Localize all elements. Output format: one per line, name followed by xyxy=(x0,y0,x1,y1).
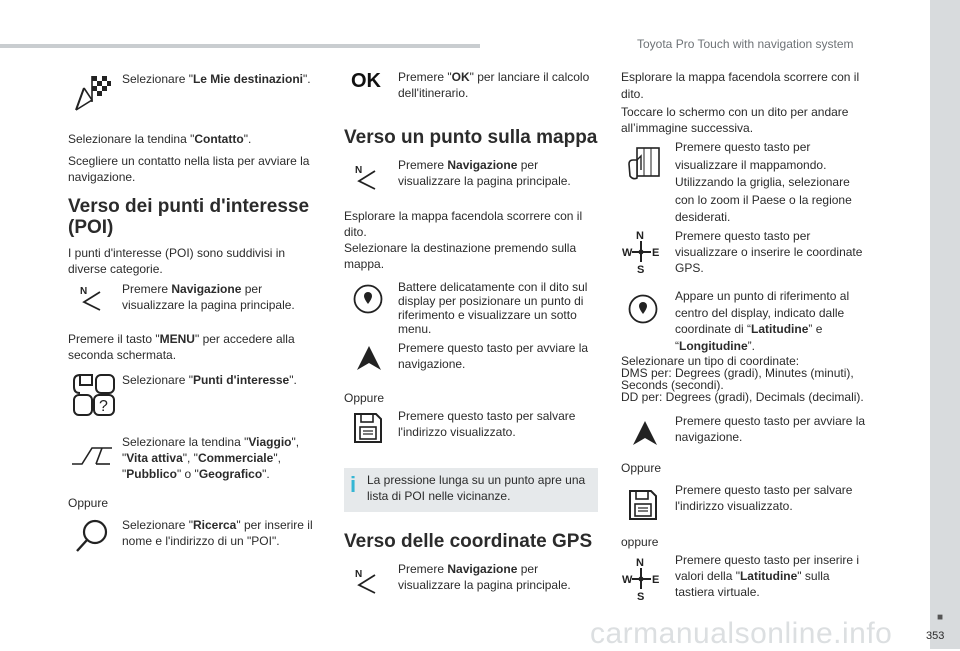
tab-category-icon xyxy=(70,444,114,468)
header-rule xyxy=(0,44,480,48)
oppure-label: Oppure xyxy=(68,496,109,510)
navigazione-text-3: Premere Navigazione per visualizzare la pagina principale. xyxy=(398,562,571,592)
navigation-icon-3 xyxy=(355,567,379,595)
svg-text:W: W xyxy=(622,247,633,259)
heading-poi: Verso dei punti d'interesse (POI) xyxy=(68,196,310,238)
salvare-text: Premere questo tasto per salvare l'indirizzo visualizzato. xyxy=(398,409,576,439)
mappamondo-text: Premere questo tasto per visualizzare il mappamondo. Utilizzando la griglia, selezionare con lo zoom il Paese o la regione desiderati. xyxy=(675,140,852,224)
tipo-coordinate-text: Selezionare un tipo di coordinate: DMS per: Degrees (gradi), Minutes (minuti), Seconds (secondi). DD per: Degrees (gradi), Decimals (decimali). xyxy=(621,354,864,404)
heading-mappa: Verso un punto sulla mappa xyxy=(344,127,598,148)
le-mie-destinazioni-text: Selezionare "Le Mie destinazioni". xyxy=(122,72,311,86)
svg-text:N: N xyxy=(636,230,644,242)
battere-text: Battere delicatamente con il dito sul display per posizionare un punto di riferimento e visualizzare un sotto menu. xyxy=(398,280,588,336)
gps-compass-icon xyxy=(621,228,661,276)
map-point-icon xyxy=(352,283,384,315)
start-navigation-icon-2 xyxy=(631,419,659,447)
avviare-text-2: Premere questo tasto per avviare la navigazione. xyxy=(675,414,866,444)
page-edge-band xyxy=(930,0,960,649)
world-map-hand-icon xyxy=(627,146,661,182)
esplorare-text: Esplorare la mappa facendola scorrere con il dito. xyxy=(344,209,583,239)
oppure-label-2: Oppure xyxy=(344,391,385,405)
oppure-label-3: Oppure xyxy=(621,461,662,475)
ok-text: Premere "OK" per lanciare il calcolo dell'itinerario. xyxy=(398,70,590,100)
svg-text:E: E xyxy=(652,574,660,586)
navigation-icon-2 xyxy=(355,163,379,191)
poi-help-icon xyxy=(72,373,116,417)
salvare-text-2: Premere questo tasto per salvare l'indirizzo visualizzato. xyxy=(675,483,853,513)
start-navigation-icon xyxy=(355,344,383,372)
punti-interesse-text: Selezionare "Punti d'interesse". xyxy=(122,373,297,387)
ricerca-text: Selezionare "Ricerca" per inserire il nome e l'indirizzo di un "POI". xyxy=(122,518,313,548)
svg-text:S: S xyxy=(637,264,645,276)
running-title: Toyota Pro Touch with navigation system xyxy=(637,37,854,51)
scegliere-text: Scegliere un contatto nella lista per avviare la navigazione. xyxy=(68,154,310,184)
gps-compass-icon-2 xyxy=(621,555,661,603)
oppure-label-4: oppure xyxy=(621,535,659,549)
poi-intro-text: I punti d'interesse (POI) sono suddivisi in diverse categorie. xyxy=(68,246,286,276)
toccare-text: Toccare lo schermo con un dito per andare all’immagine successiva. xyxy=(621,105,849,135)
svg-text:E: E xyxy=(652,247,660,259)
svg-text:N: N xyxy=(355,165,363,176)
menu-text: Premere il tasto "MENU" per accedere alla seconda schermata. xyxy=(68,332,295,362)
coordinate-text: Premere questo tasto per visualizzare o inserire le coordinate GPS. xyxy=(675,229,863,275)
info-icon: i xyxy=(350,472,357,497)
avviare-text: Premere questo tasto per avviare la navigazione. xyxy=(398,341,589,371)
continue-marker-icon: ■ xyxy=(937,612,944,623)
watermark: carmanualsonline.info xyxy=(590,617,893,650)
svg-text:?: ? xyxy=(99,398,108,415)
svg-text:N: N xyxy=(636,557,644,569)
svg-text:S: S xyxy=(637,591,645,603)
contatto-text: Selezionare la tendina "Contatto". xyxy=(68,132,252,146)
svg-text:N: N xyxy=(80,286,88,297)
save-icon xyxy=(352,411,384,445)
navigation-icon xyxy=(80,284,104,312)
esplorare-text-2: Esplorare la mappa facendola scorrere con il dito. xyxy=(621,70,860,101)
svg-text:N: N xyxy=(355,569,363,580)
heading-gps: Verso delle coordinate GPS xyxy=(344,531,593,552)
navigazione-text: Premere Navigazione per visualizzare la pagina principale. xyxy=(122,282,295,312)
navigazione-text-2: Premere Navigazione per visualizzare la pagina principale. xyxy=(398,158,571,188)
save-icon-2 xyxy=(627,488,659,522)
search-icon xyxy=(74,518,110,554)
inserire-latitudine-text: Premere questo tasto per inserire i valori della "Latitudine" sulla tastiera virtuale. xyxy=(675,553,860,599)
checkered-flag-icon xyxy=(72,72,112,112)
selezionare-destinazione-text: Selezionare la destinazione premendo sulla mappa. xyxy=(344,241,577,271)
page-number: 353 xyxy=(926,630,945,642)
info-text: La pressione lunga su un punto apre una lista di POI nelle vicinanze. xyxy=(367,473,586,503)
svg-text:W: W xyxy=(622,574,633,586)
map-point-icon-2 xyxy=(627,293,659,325)
ok-icon: OK xyxy=(351,70,381,92)
appare-text: Appare un punto di riferimento al centro del display, indicato dalle coordinate di “Latitudine” e “Longitudine”. xyxy=(675,289,850,353)
tendina-categorie-text: Selezionare la tendina "Viaggio", "Vita attiva", "Commerciale", "Pubblico" o "Geografico". xyxy=(122,435,300,481)
